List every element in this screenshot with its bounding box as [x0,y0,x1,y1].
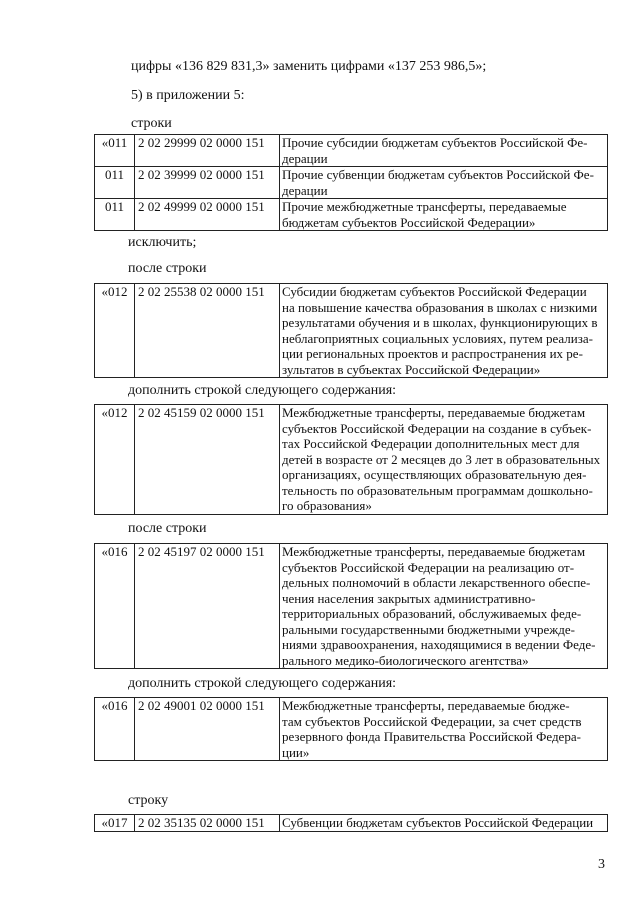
revenue-name-line: Прочие субвенции бюджетам субъектов Российской Фе- [282,167,594,182]
paragraph-rows: строки [131,116,172,131]
paragraph-add-row-1: дополнить строкой следующего содержания: [128,383,397,398]
revenue-name-line: бюджетам субъектов Российской Федерации» [282,214,536,230]
paragraph-add-row-2: дополнить строкой следующего содержания: [128,676,397,691]
paragraph-after-row-1: после строки [128,261,207,276]
table-added-row-1 [94,404,608,515]
revenue-name-line: Субвенции бюджетам субъектов Российской Федерации [282,815,594,830]
budget-classification-code-cell: 2 02 29999 02 0000 151 [135,135,280,167]
table-row-to-replace [94,814,608,832]
paragraph-replace-figures: цифры «136 829 831,3» заменить цифрами «137 253 986,5»; [131,59,487,74]
revenue-name-cell [280,698,608,761]
table-row [95,405,608,515]
table-row [95,199,608,231]
revenue-name-line: рального медико-биологического агентства» [282,652,529,668]
revenue-name-cell [280,815,608,832]
revenue-name-line: на повышение качества образования в школах с низкими [282,299,598,315]
paragraph-exclude: исключить; [128,235,197,250]
revenue-name-line: субъектов Российской Федерации на реализацию от- [282,559,575,575]
table-row [95,698,608,761]
budget-classification-code-cell: 2 02 45159 02 0000 151 [135,405,280,515]
revenue-name-cell [280,544,608,669]
revenue-name-line: ниями здравоохранения, находящимися в ведении Феде- [282,637,596,652]
revenue-name-line: Прочие субсидии бюджетам субъектов Российской Фе- [282,135,588,150]
page-number: 3 [598,857,605,872]
budget-classification-code-cell: 2 02 35135 02 0000 151 [135,815,280,832]
paragraph-appendix-5: 5) в приложении 5: [131,88,245,103]
admin-code-cell: «012 [95,405,135,515]
admin-code-cell: 011 [95,167,135,199]
revenue-name-line: неблагоприятных социальных условиях, путем реализа- [282,330,593,346]
admin-code-cell: «011 [95,135,135,167]
revenue-name-line: детей в возрасте от 2 месяцев до 3 лет в образовательных [282,451,601,467]
revenue-name-line: Межбюджетные трансферты, передаваемые бюдже- [282,698,570,713]
budget-classification-code-cell: 2 02 39999 02 0000 151 [135,167,280,199]
revenue-name-line: территориальных образований, обслуживаемых феде- [282,606,582,621]
table-row [95,135,608,167]
revenue-name-line: Субсидии бюджетам субъектов Российской Федерации [282,284,587,299]
admin-code-cell: «012 [95,284,135,378]
revenue-name-line: Межбюджетные трансферты, передаваемые бюджетам [282,544,586,559]
table-row [95,544,608,669]
revenue-name-line: ции региональных проектов и распространения их ре- [282,346,583,361]
revenue-name-cell [280,167,608,199]
revenue-name-line: там субъектов Российской Федерации, за счет средств [282,713,582,729]
revenue-name-line: зультатов в субъектах Российской Федерации» [282,361,541,377]
paragraph-after-row-2: после строки [128,521,207,536]
revenue-name-line: Прочие межбюджетные трансферты, передаваемые [282,199,567,214]
revenue-name-line: тельность по образовательным программам дошкольно- [282,482,593,498]
budget-classification-code-cell: 2 02 45197 02 0000 151 [135,544,280,669]
admin-code-cell: «016 [95,544,135,669]
revenue-name-cell [280,284,608,378]
table-rows-to-exclude [94,134,608,231]
revenue-name-cell [280,405,608,515]
admin-code-cell: 011 [95,199,135,231]
revenue-name-cell [280,135,608,167]
revenue-name-cell [280,199,608,231]
revenue-name-line: дерации [282,182,328,198]
revenue-name-line: субъектов Российской Федерации на создание в субъек- [282,420,592,436]
revenue-name-line: Межбюджетные трансферты, передаваемые бюджетам [282,405,586,420]
table-after-row-1 [94,283,608,378]
revenue-name-line: результатами обучения и в школах, функционирующих в [282,315,598,330]
budget-classification-code-cell: 2 02 49999 02 0000 151 [135,199,280,231]
revenue-name-line: резервного фонда Правительства Российской Федера- [282,729,581,744]
revenue-name-line: тах Российской Федерации дополнительных мест для [282,436,580,451]
table-row [95,284,608,378]
table-row [95,815,608,832]
revenue-name-line: чения населения закрытых административно- [282,590,536,606]
table-row [95,167,608,199]
table-added-row-2 [94,697,608,761]
paragraph-row: строку [128,793,169,808]
revenue-name-line: дельных полномочий в области лекарственного обеспе- [282,575,591,590]
revenue-name-line: го образования» [282,498,372,513]
revenue-name-line: ральными государственными бюджетными учрежде- [282,621,575,637]
budget-classification-code-cell: 2 02 25538 02 0000 151 [135,284,280,378]
admin-code-cell: «016 [95,698,135,761]
table-after-row-2 [94,543,608,669]
admin-code-cell: «017 [95,815,135,832]
revenue-name-line: организациях, осуществляющих образовательную дея- [282,467,587,482]
revenue-name-line: дерации [282,150,328,166]
budget-classification-code-cell: 2 02 49001 02 0000 151 [135,698,280,761]
revenue-name-line: ции» [282,744,310,760]
